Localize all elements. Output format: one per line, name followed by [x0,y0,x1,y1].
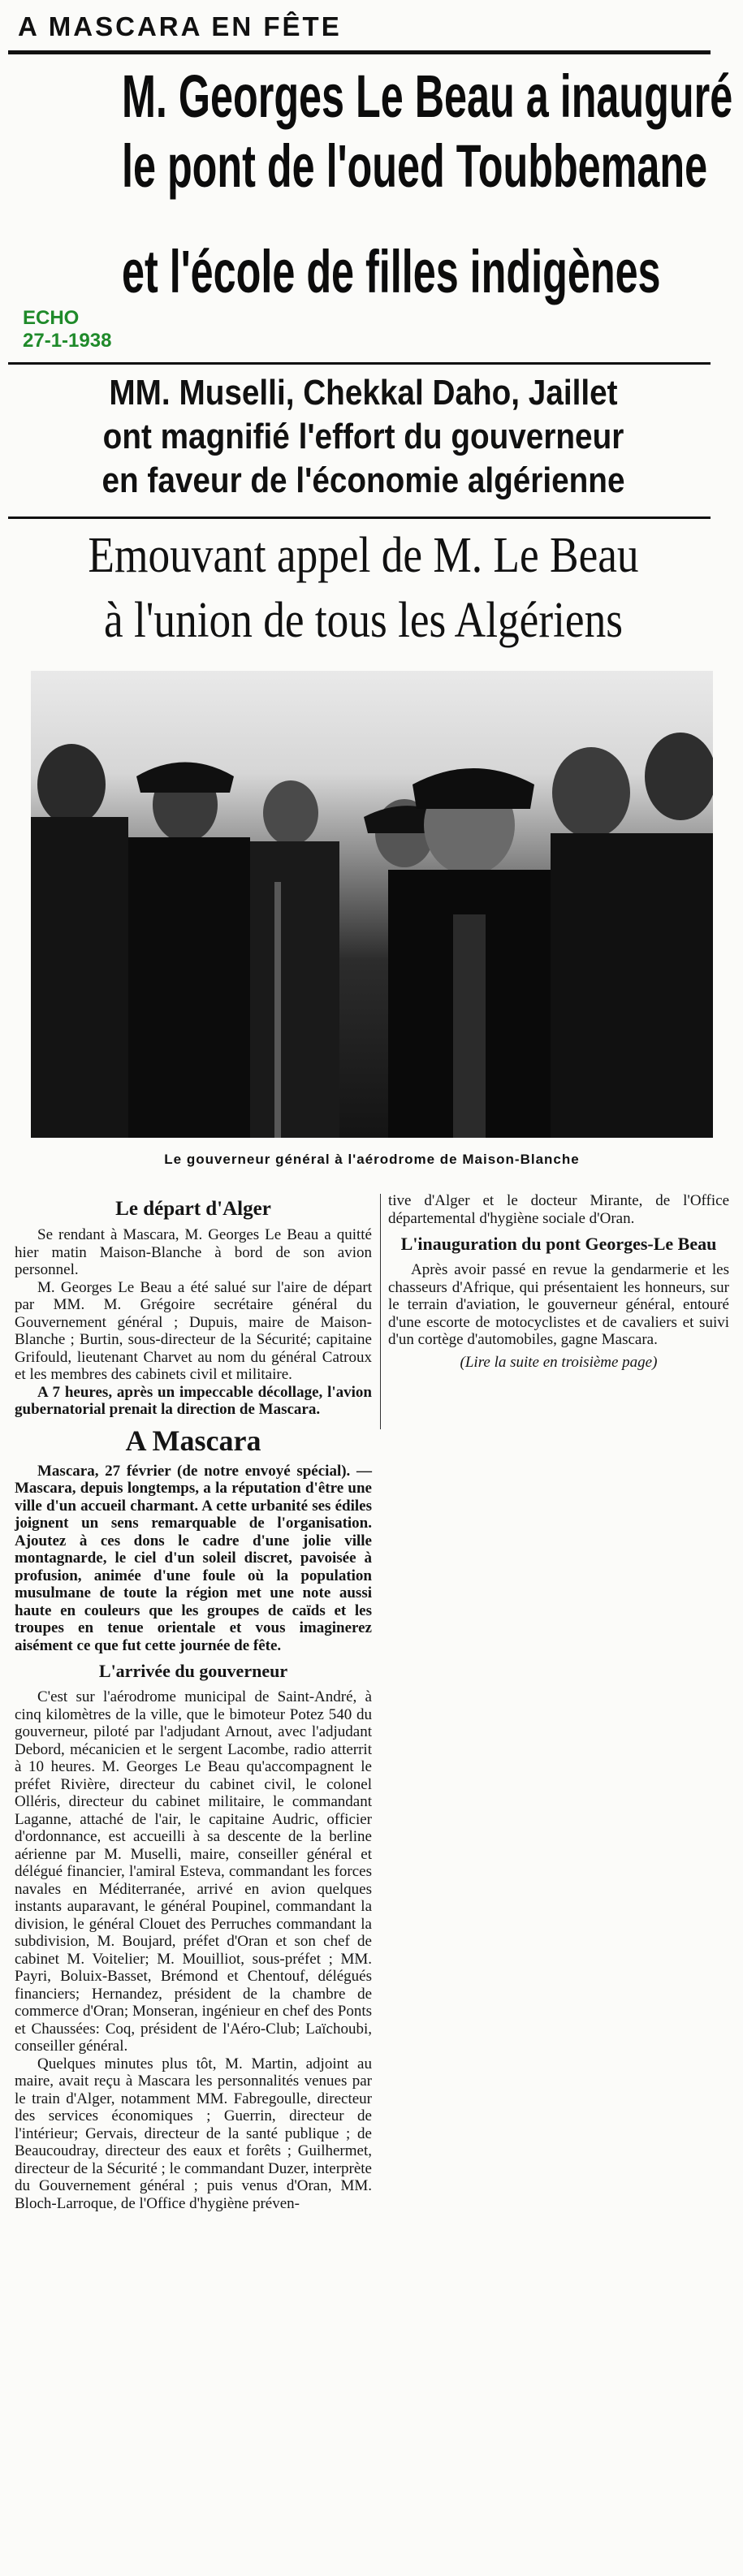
paragraph: tive d'Alger et le docteur Mirante, de l'Office départemental d'hygiène sociale d'Oran. [388,1192,729,1227]
paragraph: M. Georges Le Beau a été salué sur l'aire de départ par MM. M. Grégoire secrétaire général du Gouvernement général ; Dupuis, maire de Maison-Blanche ; Burtin, sous-directeur de la Sécurité; capitaine Grifould, lieutenant Charvet au nom du général Catroux et les membres des cabinets civil et militaire. [15,1278,372,1383]
left-column [15,1192,372,2212]
headline-line-2: le pont de l'oued Toubbemane [122,132,708,200]
top-rule [8,50,711,54]
section-title-mascara: A Mascara [125,1424,261,1457]
deck-line-2: à l'union de tous les Algériens [103,593,623,648]
column-divider [380,1194,381,1429]
right-column [388,1192,729,1371]
archive-stamp-date: 27-1-1938 [23,330,112,352]
paragraph: A 7 heures, après un impeccable décollage, l'avion gubernatorial prenait la direction de Mascara. [15,1383,372,1418]
paragraph: Se rendant à Mascara, M. Georges Le Beau a quitté hier matin Maison-Blanche à bord de son avion personnel. [15,1226,372,1278]
subhead-line-2: ont magnifié l'effort du gouverneur [102,417,624,456]
subhead-line-1: MM. Muselli, Chekkal Daho, Jaillet [109,373,618,413]
paragraph: Mascara, 27 février (de notre envoyé spécial). — Mascara, depuis longtemps, a la réputation d'être une ville d'un accueil charmant. A cette urbanité ses édiles joignent un sens remarquable de l'organisation. Ajoutez à ces dons le cadre d'une jolie ville montagnarde, le ciel d'un soleil discret, pavoisée à profusion, animée d'une foule où la population musulmane de toute la région met une note aussi haute en couleurs que les groupes de caïds et les troupes en tenue orientale et vous imaginerez aisément ce que fut cette journée de fête. [15,1462,372,1654]
section-title-arrivee: L'arrivée du gouverneur [98,1661,288,1681]
section-title-depart: Le départ d'Alger [115,1198,271,1220]
headline-line-3: et l'école de filles indigènes [122,238,661,305]
continued-note: (Lire la suite en troisième page) [460,1353,658,1371]
paragraph: C'est sur l'aérodrome municipal de Saint-André, à cinq kilomètres de la ville, que le bimoteur Potez 540 du gouverneur, piloté par l'adjudant Arnout, avec l'adjudant Debord, mécanicien et le sergent Lacombe, radio atterrit à 10 heures. M. Georges Le Beau qu'accompagnent le préfet Rivière, directeur du cabinet civil, le colonel Olléris, directeur du cabinet militaire, le commandant Laganne, attaché de l'air, le capitaine Audric, officier d'ordonnance, est accueilli à sa descente de la berline aérienne par M. Muselli, maire, conseiller général et délégué financier, l'amiral Esteva, commandant les forces navales en Méditerranée, arrivé en avion quelques instants auparavant, le général Poupinel, commandant la division, le général Clouet des Perruches commandant la subdivision, M. Boujard, préfet d'Oran et son chef de cabinet M. Voitelier; M. Mouilliot, sous-préfet ; MM. Payri, Boluix-Basset, Brémond et Chentouf, délégués financiers; Hernandez, président de la chambre de commerce d'Oran; Monseran, ingénieur en chef des Ponts et Chaussées: Coq, président de l'Aéro-Club; Laïchoubi, conseiller général. [15,1688,372,2055]
rule-3 [8,516,711,519]
news-photo [31,671,713,1138]
photo-caption: Le gouverneur général à l'aérodrome de Maison-Blanche [164,1152,580,1167]
headline-line-1: M. Georges Le Beau a inauguré [122,63,733,130]
subhead-line-3: en faveur de l'économie algérienne [102,460,625,500]
archive-stamp-source: ECHO [23,307,80,329]
paragraph: Quelques minutes plus tôt, M. Martin, adjoint au maire, avait reçu à Mascara les personnalités venues par le train d'Alger, notamment MM. Fabregoulle, directeur des services économiques ; Guerrin, directeur de l'intérieur; Gervais, directeur de la santé publique ; de Beaucoudray, directeur des eaux et forêts ; Guilhermet, directeur de la Sécurité ; le commandant Duzer, interprète du Gouvernement général ; puis venus d'Oran, MM. Bloch-Larroque, de l'Office d'hygiène préven- [15,2055,372,2212]
rule-2 [8,362,711,365]
kicker-heading: A MASCARA EN FÊTE [18,11,342,41]
deck-line-1: Emouvant appel de M. Le Beau [88,528,639,583]
paragraph: Après avoir passé en revue la gendarmerie et les chasseurs d'Afrique, qui présentaient les honneurs, sur le terrain d'aviation, le gouverneur général, entouré d'une escorte de motocyclistes et de cavaliers et suivi d'un cortège d'automobiles, gagne Mascara. [388,1261,729,1348]
section-title-inauguration: L'inauguration du pont Georges-Le Beau [400,1234,717,1254]
